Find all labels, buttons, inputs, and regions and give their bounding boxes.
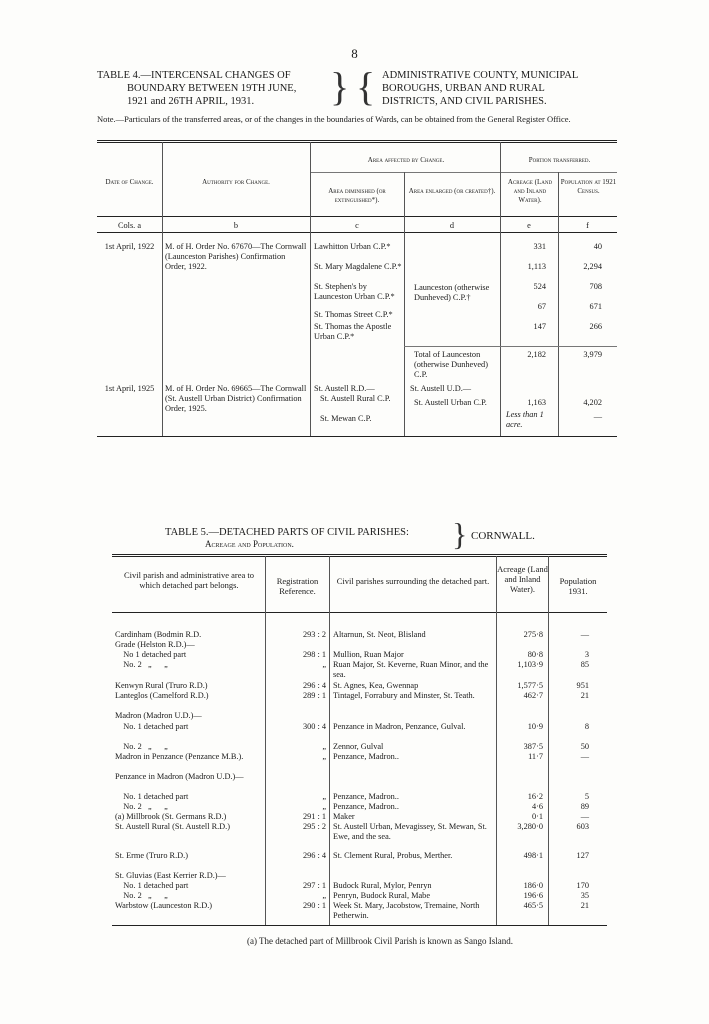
row2-diminished-3: St. Mewan C.P. — [320, 414, 372, 423]
table5-header-rule — [112, 612, 607, 613]
table5-row-ref: „ — [322, 660, 326, 669]
left-brace-icon: { — [356, 64, 376, 109]
table5-row-ref: 289 : 1 — [302, 691, 326, 700]
table5-row-ref: 300 : 4 — [302, 722, 326, 731]
table5-row-parish: Kenwyn Rural (Truro R.D.) — [115, 681, 208, 690]
table5-row-surr: Ruan Major, St. Keverne, Ruan Minor, and the sea. — [333, 660, 489, 679]
table4-vline-2 — [310, 142, 311, 436]
table4-title-line1: TABLE 4.—INTERCENSAL CHANGES OF — [97, 70, 291, 81]
col-letter-a: Cols. a — [117, 221, 142, 230]
row1-enlarged: Launceston (otherwise Dunheved) C.P.† — [414, 283, 490, 302]
row1-population-2: 2,294 — [583, 262, 602, 271]
table5-row-parish: No. 1 detached part — [115, 722, 189, 731]
table5-row-pop: 89 — [580, 802, 589, 811]
table5-row-surr: St. Agnes, Kea, Gwennap — [333, 681, 419, 690]
table4-title-right-line2: BOROUGHS, URBAN AND RURAL — [382, 83, 545, 94]
row1-acreage-3: 524 — [533, 282, 546, 291]
table5-vline-1 — [265, 556, 266, 925]
row1-acreage-2: 1,113 — [527, 262, 546, 271]
table5-vline-4 — [548, 556, 549, 925]
table5-row-ref: „ — [322, 802, 326, 811]
table5-row-parish: Lanteglos (Camelford R.D.) — [115, 691, 209, 700]
header-population: Population at 1921 Census. — [560, 178, 617, 195]
row2-diminished-1: St. Austell R.D.— — [314, 384, 375, 393]
row1-total-acreage: 2,182 — [527, 350, 546, 359]
table5-row-acre: 1,577·5 — [517, 681, 543, 690]
table5-row-ref: 296 : 4 — [302, 681, 326, 690]
table5-row-parish: (a) Millbrook (St. Germans R.D.) — [115, 812, 227, 821]
table5-row-surr: Zennor, Gulval — [333, 742, 384, 751]
table5-header-surrounding: Civil parishes surrounding the detached part. — [336, 576, 490, 586]
header-acreage: Acreage (Land and Inland Water). — [507, 178, 553, 204]
col-letter-d: d — [449, 221, 455, 230]
row2-enlarged: St. Austell Urban C.P. — [414, 398, 487, 407]
table5-row-surr: Mullion, Ruan Major — [333, 650, 404, 659]
table5-header-parish: Civil parish and administrative area to which detached part belongs. — [123, 570, 255, 590]
table5-row-surr: Penzance in Madron, Penzance, Gulval. — [333, 722, 466, 731]
table5-row-surr: Penzance, Madron.. — [333, 752, 399, 761]
table5-row-surr: Week St. Mary, Jacobstow, Tremaine, North Petherwin. — [333, 901, 480, 920]
header-area-affected: Area affected by Change. — [367, 156, 445, 164]
table5-header-population: Population 1931. — [559, 576, 597, 596]
row1-population-5: 266 — [589, 322, 602, 331]
table4-top-rule-2 — [97, 142, 617, 143]
table4-title-line2: BOUNDARY BETWEEN 19TH JUNE, — [127, 83, 297, 94]
row1-date: 1st April, 1922 — [104, 242, 155, 251]
table5-row-surr: St. Austell Urban, Mevagissey, St. Mewan, St. Ewe, and the sea. — [333, 822, 487, 841]
table5-title: TABLE 5.—DETACHED PARTS OF CIVIL PARISHES: — [165, 527, 409, 538]
table5-row-acre: 275·8 — [523, 630, 543, 639]
table5-row-ref: „ — [322, 891, 326, 900]
header-area-diminished: Area diminished (or extinguished*). — [328, 187, 386, 204]
table5-row-acre: 462·7 — [523, 691, 543, 700]
table5-top-rule — [112, 554, 607, 555]
table5-row-parish: Grade (Helston R.D.)— — [115, 640, 195, 649]
table5-row-acre: 1,103·9 — [517, 660, 543, 669]
row1-population-1: 40 — [593, 242, 602, 251]
header-portion: Portion transferred. — [528, 156, 591, 164]
table5-bottom-rule — [112, 925, 607, 926]
table5-row-surr: Penryn, Budock Rural, Mabe — [333, 891, 431, 900]
table4-title-right-line3: DISTRICTS, AND CIVIL PARISHES. — [382, 96, 547, 107]
table5-row-pop: 8 — [584, 722, 589, 731]
table5-row-acre: 16·2 — [527, 792, 543, 801]
table4-vline-3 — [404, 172, 405, 436]
table5-row-surr: Budock Rural, Mylor, Penryn — [333, 881, 432, 890]
table5-header-acreage: Acreage (Land and Inland Water). — [497, 564, 548, 594]
table5-row-surr: Tintagel, Forrabury and Minster, St. Teath. — [333, 691, 475, 700]
row2-acreage-1: 1,163 — [527, 398, 546, 407]
row1-population-3: 708 — [589, 282, 602, 291]
row1-total-population: 3,979 — [583, 350, 602, 359]
table5-row-parish: No. 2 „ „ — [115, 802, 168, 811]
row2-enlarged-top: St. Austell U.D.— — [410, 384, 472, 393]
table5-row-surr: St. Clement Rural, Probus, Merther. — [333, 851, 453, 860]
table5-row-parish: No. 2 „ „ — [115, 660, 168, 669]
table5-vline-2 — [329, 556, 330, 925]
table5-row-pop: — — [580, 752, 589, 761]
header-authority: Authority for Change. — [202, 178, 270, 186]
table5-row-ref: „ — [322, 792, 326, 801]
table5-row-ref: 295 : 2 — [302, 822, 326, 831]
row1-diminished-1: Lawhitton Urban C.P.* — [314, 242, 391, 251]
table5-row-surr: Maker — [333, 812, 355, 821]
table5-row-acre: 0·1 — [531, 812, 543, 821]
row1-total-rule — [404, 346, 617, 347]
right-brace-icon: } — [452, 516, 468, 552]
table5-row-acre: 186·0 — [523, 881, 543, 890]
row2-population-2: — — [593, 412, 602, 421]
table5-row-ref: 293 : 2 — [302, 630, 326, 639]
page-number: 8 — [351, 46, 358, 61]
table5-row-acre: 3,280·0 — [517, 822, 543, 831]
row1-diminished-3: St. Stephen's by Launceston Urban C.P.* — [314, 282, 395, 301]
table5-row-parish: Madron in Penzance (Penzance M.B.). — [115, 752, 244, 761]
table5-row-ref: 298 : 1 — [302, 650, 326, 659]
col-letter-c: c — [355, 221, 359, 230]
table5-row-parish: No. 1 detached part — [115, 881, 189, 890]
table5-row-ref: 291 : 1 — [302, 812, 326, 821]
table4-bottom-rule — [97, 436, 617, 437]
table5-row-surr: Penzance, Madron.. — [333, 792, 399, 801]
col-letter-e: e — [527, 221, 531, 230]
table5-row-pop: — — [580, 812, 589, 821]
header-area-enlarged: Area enlarged (or created†). — [408, 187, 496, 195]
col-letter-f: f — [586, 221, 589, 230]
row1-acreage-4: 67 — [537, 302, 546, 311]
table5-row-acre: 465·5 — [523, 901, 543, 910]
table5-row-ref: 296 : 4 — [302, 851, 326, 860]
row2-date: 1st April, 1925 — [104, 384, 155, 393]
table5-row-parish: St. Erme (Truro R.D.) — [115, 851, 188, 860]
table5-row-acre: 80·8 — [527, 650, 543, 659]
table5-row-pop: 603 — [576, 822, 589, 831]
col-letter-b: b — [233, 221, 239, 230]
table4-title-right-line1: ADMINISTRATIVE COUNTY, MUNICIPAL — [382, 70, 579, 81]
table4-note: Note.—Particulars of the transferred areas, or of the changes in the boundaries of Wards, can be obtained from the General Register Office. — [97, 114, 571, 124]
row1-acreage-5: 147 — [533, 322, 546, 331]
table5-vline-3 — [496, 556, 497, 925]
table5-row-acre: 4·6 — [531, 802, 543, 811]
table4-cols-rule — [97, 232, 617, 233]
table5-row-parish: Madron (Madron U.D.)— — [115, 711, 202, 720]
table5-header-ref: Registration Reference. — [276, 576, 319, 596]
table5-row-pop: 50 — [580, 742, 589, 751]
table5-top-rule-2 — [112, 556, 607, 557]
table5-row-pop: 127 — [576, 851, 589, 860]
row1-diminished-4: St. Thomas Street C.P.* — [314, 310, 393, 319]
row1-authority: M. of H. Order No. 67670—The Cornwall (Launceston Parishes) Confirmation Order, 1922. — [165, 242, 307, 271]
table5-footnote: (a) The detached part of Millbrook Civil Parish is known as Sango Island. — [246, 936, 514, 946]
table5-row-pop: 21 — [580, 901, 589, 910]
row2-authority: M. of H. Order No. 69665—The Cornwall (St. Austell Urban District) Confirmation Order, 1925. — [165, 384, 307, 413]
table5-subtitle: Acreage and Population. — [205, 539, 294, 549]
table5-row-pop: — — [580, 630, 589, 639]
row1-population-4: 671 — [589, 302, 602, 311]
table5-row-ref: „ — [322, 752, 326, 761]
table5-row-parish: St. Gluvias (East Kerrier R.D.)— — [115, 871, 226, 880]
table5-row-ref: 290 : 1 — [302, 901, 326, 910]
table5-county: CORNWALL. — [471, 530, 535, 542]
table5-row-pop: 951 — [576, 681, 589, 690]
header-date: Date of Change. — [105, 178, 154, 186]
table5-row-pop: 85 — [580, 660, 589, 669]
table5-row-surr: Altarnun, St. Neot, Blisland — [333, 630, 426, 639]
table5-row-acre: 196·6 — [523, 891, 543, 900]
table5-row-surr: Penzance, Madron.. — [333, 802, 399, 811]
table4-header-rule — [97, 216, 617, 217]
table5-row-parish: St. Austell Rural (St. Austell R.D.) — [115, 822, 231, 831]
table5-row-parish: No. 2 „ „ — [115, 742, 168, 751]
row1-diminished-5: St. Thomas the Apostle Urban C.P.* — [314, 322, 392, 341]
table5-row-acre: 387·5 — [523, 742, 543, 751]
row1-acreage-1: 331 — [533, 242, 546, 251]
row1-diminished-2: St. Mary Magdalene C.P.* — [314, 262, 402, 271]
table5-row-ref: 297 : 1 — [302, 881, 326, 890]
table5-row-parish: No. 2 „ „ — [115, 891, 168, 900]
table5-row-acre: 10·9 — [527, 722, 543, 731]
table5-row-pop: 5 — [584, 792, 589, 801]
table5-row-pop: 3 — [584, 650, 589, 659]
row1-total-label: Total of Launceston (otherwise Dunheved) C.P. — [414, 350, 488, 379]
table5-row-pop: 21 — [580, 691, 589, 700]
table5-row-acre: 498·1 — [523, 851, 543, 860]
table5-row-parish: Warbstow (Launceston R.D.) — [115, 901, 213, 910]
table4-title-left — [97, 69, 332, 108]
table5-row-parish: Cardinham (Bodmin R.D. — [115, 630, 202, 639]
table5-row-parish: No. 1 detached part — [115, 792, 189, 801]
table4-title-line3: 1921 and 26TH APRIL, 1931. — [127, 96, 255, 107]
table4-title-right — [382, 69, 622, 108]
table5-row-pop: 35 — [580, 891, 589, 900]
table5-row-parish: No 1 detached part — [115, 650, 187, 659]
table5-row-acre: 11·7 — [528, 752, 543, 761]
row2-acreage-2: Less than 1 acre. — [506, 410, 544, 429]
table5-row-parish: Penzance in Madron (Madron U.D.)— — [115, 772, 244, 781]
right-brace-icon: } — [330, 64, 350, 109]
row2-population-1: 4,202 — [583, 398, 602, 407]
table5-row-pop: 170 — [576, 881, 589, 890]
table5-row-ref: „ — [322, 742, 326, 751]
row2-diminished-2: St. Austell Rural C.P. — [320, 394, 391, 403]
table4-area-rule — [310, 172, 500, 173]
table4-top-rule — [97, 140, 617, 141]
table4-vline-1 — [162, 142, 163, 436]
